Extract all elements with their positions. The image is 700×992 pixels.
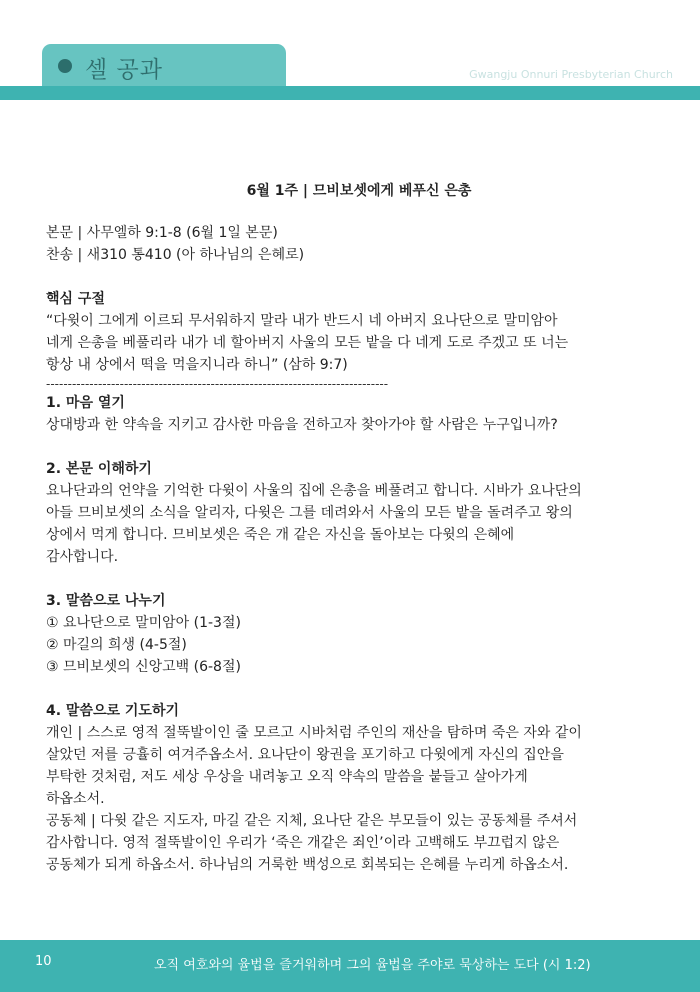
list-item: ③ 므비보셋의 신앙고백 (6-8절) xyxy=(46,659,241,675)
list-item: ② 마길의 희생 (4-5절) xyxy=(46,637,187,653)
lesson-title: 6월 1주 | 므비보셋에게 베푸신 은총 xyxy=(246,183,472,199)
key-verse-heading: 핵심 구절 xyxy=(46,291,105,307)
footer-verse: 오직 여호와의 율법을 즐거워하며 그의 율법을 주야로 묵상하는 도다 (시 1:2) xyxy=(154,958,591,973)
header-tab xyxy=(42,44,286,90)
section3-heading: 3. 말씀으로 나누기 xyxy=(46,593,166,609)
prayer-personal-line: 개인 | 스스로 영적 절뚝발이인 줄 모르고 시바처럼 주인의 재산을 탐하며 죽은 자와 같이 xyxy=(46,725,582,741)
section2-line: 감사합니다. xyxy=(46,549,119,565)
prayer-personal-line: 하옵소서. xyxy=(46,791,105,807)
prayer-community-line: 공동체 | 다윗 같은 지도자, 마길 같은 지체, 요나단 같은 부모들이 있는 공동체를 주셔서 xyxy=(46,813,578,829)
header-bar xyxy=(0,86,700,100)
bullet-dot-icon xyxy=(58,59,72,73)
lesson-content xyxy=(46,180,672,876)
page-number: 10 xyxy=(35,954,52,969)
church-name: Gwangju Onnuri Presbyterian Church xyxy=(469,68,673,81)
list-item: ① 요나단으로 말미암아 (1-3절) xyxy=(46,615,241,631)
key-verse-line: 네게 은총을 베풀리라 내가 네 할아버지 사울의 모든 밭을 다 네게 도로 주겠고 또 너는 xyxy=(46,335,569,351)
prayer-personal-line: 살았던 저를 긍휼히 여겨주옵소서. 요나단이 왕권을 포기하고 다윗에게 자신의 집안을 xyxy=(46,747,564,763)
section4-heading: 4. 말씀으로 기도하기 xyxy=(46,703,179,719)
prayer-community-line: 감사합니다. 영적 절뚝발이인 우리가 ‘죽은 개같은 죄인’이라 고백해도 부끄럽지 않은 xyxy=(46,835,560,851)
prayer-community-line: 공동체가 되게 하옵소서. 하나님의 거룩한 백성으로 회복되는 은혜를 누리게 하옵소서. xyxy=(46,857,569,873)
key-verse-line: “다윗이 그에게 이르되 무서워하지 말라 내가 반드시 네 아버지 요나단으로 말미암아 xyxy=(46,313,558,329)
key-verse-line: 항상 내 상에서 떡을 먹을지니라 하니” (삼하 9:7) xyxy=(46,357,348,373)
section2-heading: 2. 본문 이해하기 xyxy=(46,461,152,477)
section1-heading: 1. 마음 열기 xyxy=(46,395,125,411)
scripture-reference: 본문 | 사무엘하 9:1-8 (6월 1일 본문) xyxy=(46,225,278,241)
divider-line: ------------------------------------------------------------------------------- xyxy=(46,377,389,391)
section1-text: 상대방과 한 약속을 지키고 감사한 마음을 전하고자 찾아가야 할 사람은 누구입니까? xyxy=(46,417,558,433)
hymn-reference: 찬송 | 새310 통410 (아 하나님의 은혜로) xyxy=(46,247,305,263)
section2-line: 상에서 먹게 합니다. 므비보셋은 죽은 개 같은 자신을 돌아보는 다윗의 은혜에 xyxy=(46,527,515,543)
footer-bar xyxy=(0,940,700,992)
section2-line: 요나단과의 언약을 기억한 다윗이 사울의 집에 은총을 베풀려고 합니다. 시바가 요나단의 xyxy=(46,483,582,499)
section2-line: 아들 므비보셋의 소식을 알리자, 다윗은 그를 데려와서 사울의 모든 밭을 돌려주고 왕의 xyxy=(46,505,573,521)
prayer-personal-line: 부탁한 것처럼, 저도 세상 우상을 내려놓고 오직 약속의 말씀을 붙들고 살아가게 xyxy=(46,769,528,785)
header-title: 셀 공과 xyxy=(85,57,163,83)
